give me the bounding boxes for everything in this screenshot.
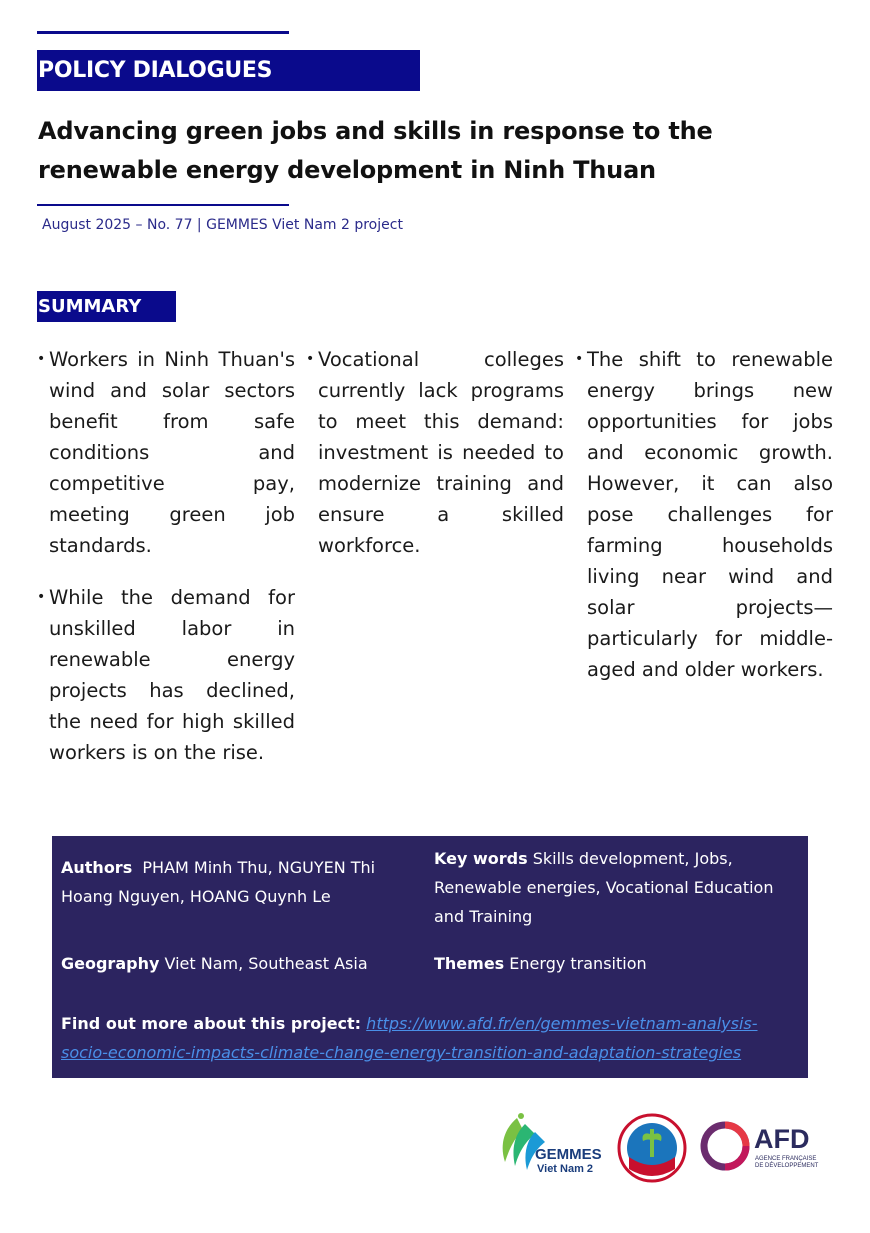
- geography-field: [61, 949, 421, 978]
- bullet-text: The shift to renewable energy brings new opportunities for jobs and economic growth. However, it can also pose challenges for farming households living near wind and solar projects—particularly for middle-aged and older workers.: [587, 348, 833, 681]
- themes-value: Energy transition: [509, 954, 647, 973]
- afd-name: AFD: [754, 1124, 810, 1154]
- keywords-label: Key words: [434, 849, 528, 868]
- gemmes-sub: Viet Nam 2: [537, 1163, 594, 1175]
- summary-column-1: [37, 344, 295, 789]
- bullet-icon: •: [37, 351, 46, 367]
- geography-label: Geography: [61, 954, 160, 973]
- bullet-icon: •: [37, 589, 46, 605]
- ministry-seal-logo: [617, 1113, 687, 1183]
- issue-meta: August 2025 – No. 77 | GEMMES Viet Nam 2 project: [42, 217, 403, 233]
- keywords-field: [434, 844, 794, 931]
- summary-bullet: [575, 344, 833, 685]
- project-link-label: Find out more about this project:: [61, 1014, 362, 1033]
- themes-label: Themes: [434, 954, 505, 973]
- summary-bullet: [306, 344, 564, 561]
- gemmes-logo: [495, 1110, 607, 1180]
- section-banner: POLICY DIALOGUES: [37, 50, 420, 91]
- info-box: [52, 836, 808, 1078]
- summary-column-2: [306, 344, 564, 582]
- bullet-text: While the demand for unskilled labor in renewable energy projects has declined, the need for high skilled workers is on the rise.: [49, 586, 295, 764]
- project-link-field: [61, 1009, 801, 1067]
- bullet-text: Vocational colleges currently lack programs to meet this demand: investment is needed to modernize training and ensure a skilled workforce.: [318, 348, 564, 557]
- afd-sub: AGENCE FRANÇAISE DE DÉVELOPPEMENT: [755, 1156, 819, 1169]
- authors-field: [61, 853, 421, 911]
- afd-ring-icon: [699, 1120, 751, 1172]
- top-rule: [37, 31, 289, 34]
- title-rule: [37, 204, 289, 206]
- summary-bullet: [37, 344, 295, 561]
- authors-value: PHAM Minh Thu, NGUYEN Thi Hoang Nguyen, HOANG Quynh Le: [61, 858, 376, 906]
- geography-value: Viet Nam, Southeast Asia: [164, 954, 368, 973]
- bullet-icon: •: [306, 351, 315, 367]
- afd-logo: [699, 1120, 819, 1176]
- themes-field: [434, 949, 794, 978]
- ministry-seal-icon: [617, 1113, 687, 1183]
- title-line-1: Advancing green jobs and skills in response to the: [38, 117, 713, 145]
- bullet-text: Workers in Ninh Thuan's wind and solar sectors benefit from safe conditions and competitive pay, meeting green job standards.: [49, 348, 295, 557]
- project-link[interactable]: https://www.afd.fr/en/gemmes-vietnam-analysis-socio-economic-impacts-climate-change-energy-transition-and-adaptation-strategies: [61, 1014, 758, 1062]
- title-line-2: renewable energy development in Ninh Thuan: [38, 156, 656, 184]
- keywords-value: Skills development, Jobs, Renewable energies, Vocational Education and Training: [434, 849, 774, 926]
- summary-bullet: [37, 582, 295, 768]
- summary-column-3: [575, 344, 833, 706]
- authors-label: Authors: [61, 858, 133, 877]
- bullet-icon: •: [575, 351, 584, 367]
- gemmes-name: GEMMES: [535, 1146, 602, 1163]
- summary-heading: SUMMARY: [37, 291, 176, 322]
- page-title: [38, 112, 758, 190]
